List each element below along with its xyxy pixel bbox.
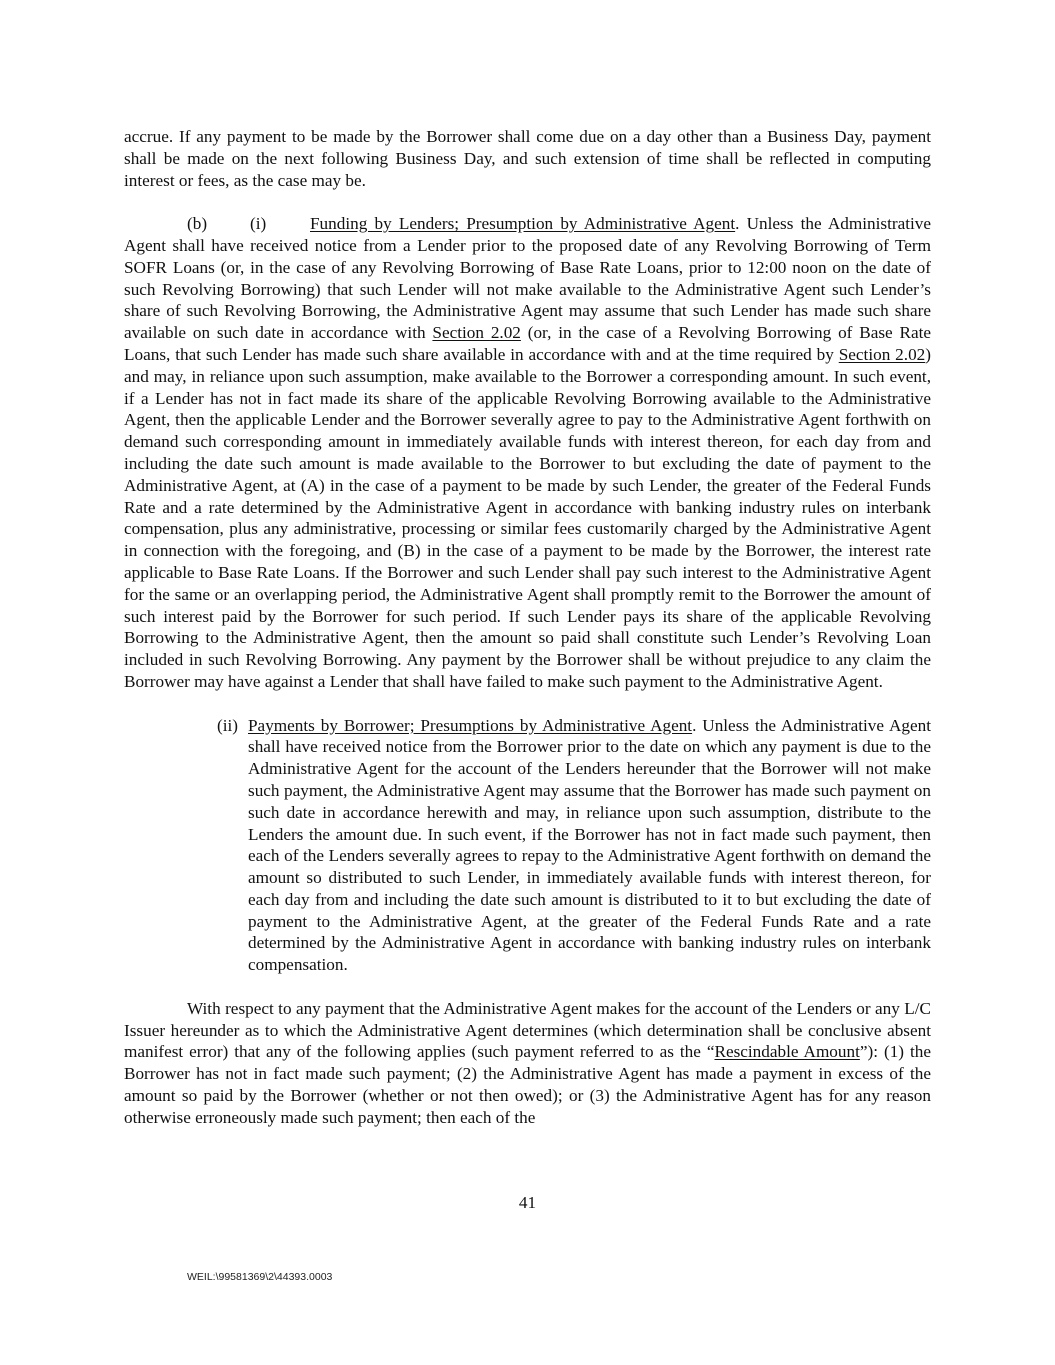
rescindable-amount-term: Rescindable Amount	[714, 1042, 860, 1062]
rescindable-text-1: With respect to any payment that the Administrative Agent makes for the account of the Lenders or any L/C Issuer hereunder as to which the Administrative Agent determines (which determination shall be conclusive absent manifest error) that any of the following applies (such payment referred to as the “	[124, 998, 931, 1062]
section-reference-1: Section 2.02	[432, 323, 521, 343]
document-id-footer: WEIL:\99581369\2\44393.0003	[187, 1271, 333, 1283]
paragraph-b-text-3: ) and may, in reliance upon such assumption, make available to the Borrower a corresponding amount. In such event, if a Lender has not in fact made its share of the applicable Revolving Borrowing available to the Administrative Agent, then the applicable Lender and the Borrower severally agree to pay to the Administrative Agent forthwith on demand such corresponding amount in immediately available funds with interest thereon, for each day from and including the date such amount is made available to the Borrower to but excluding the date of payment to the Administrative Agent, at (A) in the case of a payment to be made by such Lender, the greater of the Federal Funds Rate and a rate determined by the Administrative Agent in accordance with banking industry rules on interbank compensation, plus any administrative, processing or similar fees customarily charged by the Administrative Agent in connection with the foregoing, and (B) in the case of a payment to be made by the Borrower, the interest rate applicable to Base Rate Loans. If the Borrower and such Lender shall pay such interest to the Administrative Agent for the same or an overlapping period, the Administrative Agent shall promptly remit to the Borrower the amount of such interest paid by the Borrower for such period. If such Lender pays its share of the applicable Revolving Borrowing to the Administrative Agent, then the amount so paid shall constitute such Lender’s Revolving Loan included in such Revolving Borrowing. Any payment by the Borrower shall be without prejudice to any claim the Borrower may have against a Lender that shall have failed to make such payment to the Administrative Agent.	[124, 344, 931, 691]
paragraph-ii-label: (ii)	[217, 715, 238, 735]
page-number: 41	[518, 1193, 537, 1212]
paragraph-i-label: (i)	[250, 214, 267, 234]
section-reference-2: Section 2.02	[838, 344, 926, 364]
paragraph-b-i	[124, 213, 931, 693]
rescindable-amount-paragraph	[124, 998, 931, 1129]
payments-by-borrower-heading: Payments by Borrower; Presumptions by Administrative Agent	[248, 715, 693, 735]
document-body	[124, 126, 931, 1129]
rescindable-text-2: ”): (1) the Borrower has not in fact made such payment; (2) the Administrative Agent has made a payment in excess of the amount so paid by the Borrower (whether or not then owed); or (3) the Administrative Agent has for any reason otherwise erroneously made such payment; then each of the	[124, 1042, 931, 1127]
funding-by-lenders-heading: Funding by Lenders; Presumption by Administrative Agent	[310, 214, 736, 234]
paragraph-ii-text: . Unless the Administrative Agent shall have received notice from the Borrower prior to the date on which any payment is due to the Administrative Agent for the account of the Lenders hereunder that the Borrower will not make such payment, the Administrative Agent may assume that the Borrower has made such payment on such date in accordance herewith and may, in reliance upon such assumption, distribute to the Lenders the amount due. In such event, if the Borrower has not in fact made such payment, then each of the Lenders severally agrees to repay to the Administrative Agent forthwith on demand the amount so distributed to such Lender, in immediately available funds with interest thereon, for each day from and including the date such amount is distributed to it to but excluding the date of payment to the Administrative Agent, at the greater of the Federal Funds Rate and a rate determined by the Administrative Agent in accordance with banking industry rules on interbank compensation.	[248, 715, 931, 975]
paragraph-ii	[124, 715, 931, 977]
intro-paragraph: accrue. If any payment to be made by the Borrower shall come due on a day other than a Business Day, payment shall be made on the next following Business Day, and such extension of time shall be reflected in computing interest or fees, as the case may be.	[124, 127, 931, 190]
paragraph-b-text-2: (or, in the case of a Revolving Borrowing of Base Rate Loans, that such Lender has made such share available in accordance with and at the time required by	[124, 323, 931, 364]
paragraph-b-text-1: . Unless the Administrative Agent shall have received notice from a Lender prior to the proposed date of any Revolving Borrowing of Term SOFR Loans (or, in the case of any Revolving Borrowing of Base Rate Loans, prior to 12:00 noon on the date of such Revolving Borrowing) that such Lender will not make available to the Administrative Agent such Lender’s share of such Revolving Borrowing, the Administrative Agent may assume that such Lender has made such share available on such date in accordance with	[124, 214, 931, 343]
paragraph-b-label: (b)	[187, 214, 208, 234]
